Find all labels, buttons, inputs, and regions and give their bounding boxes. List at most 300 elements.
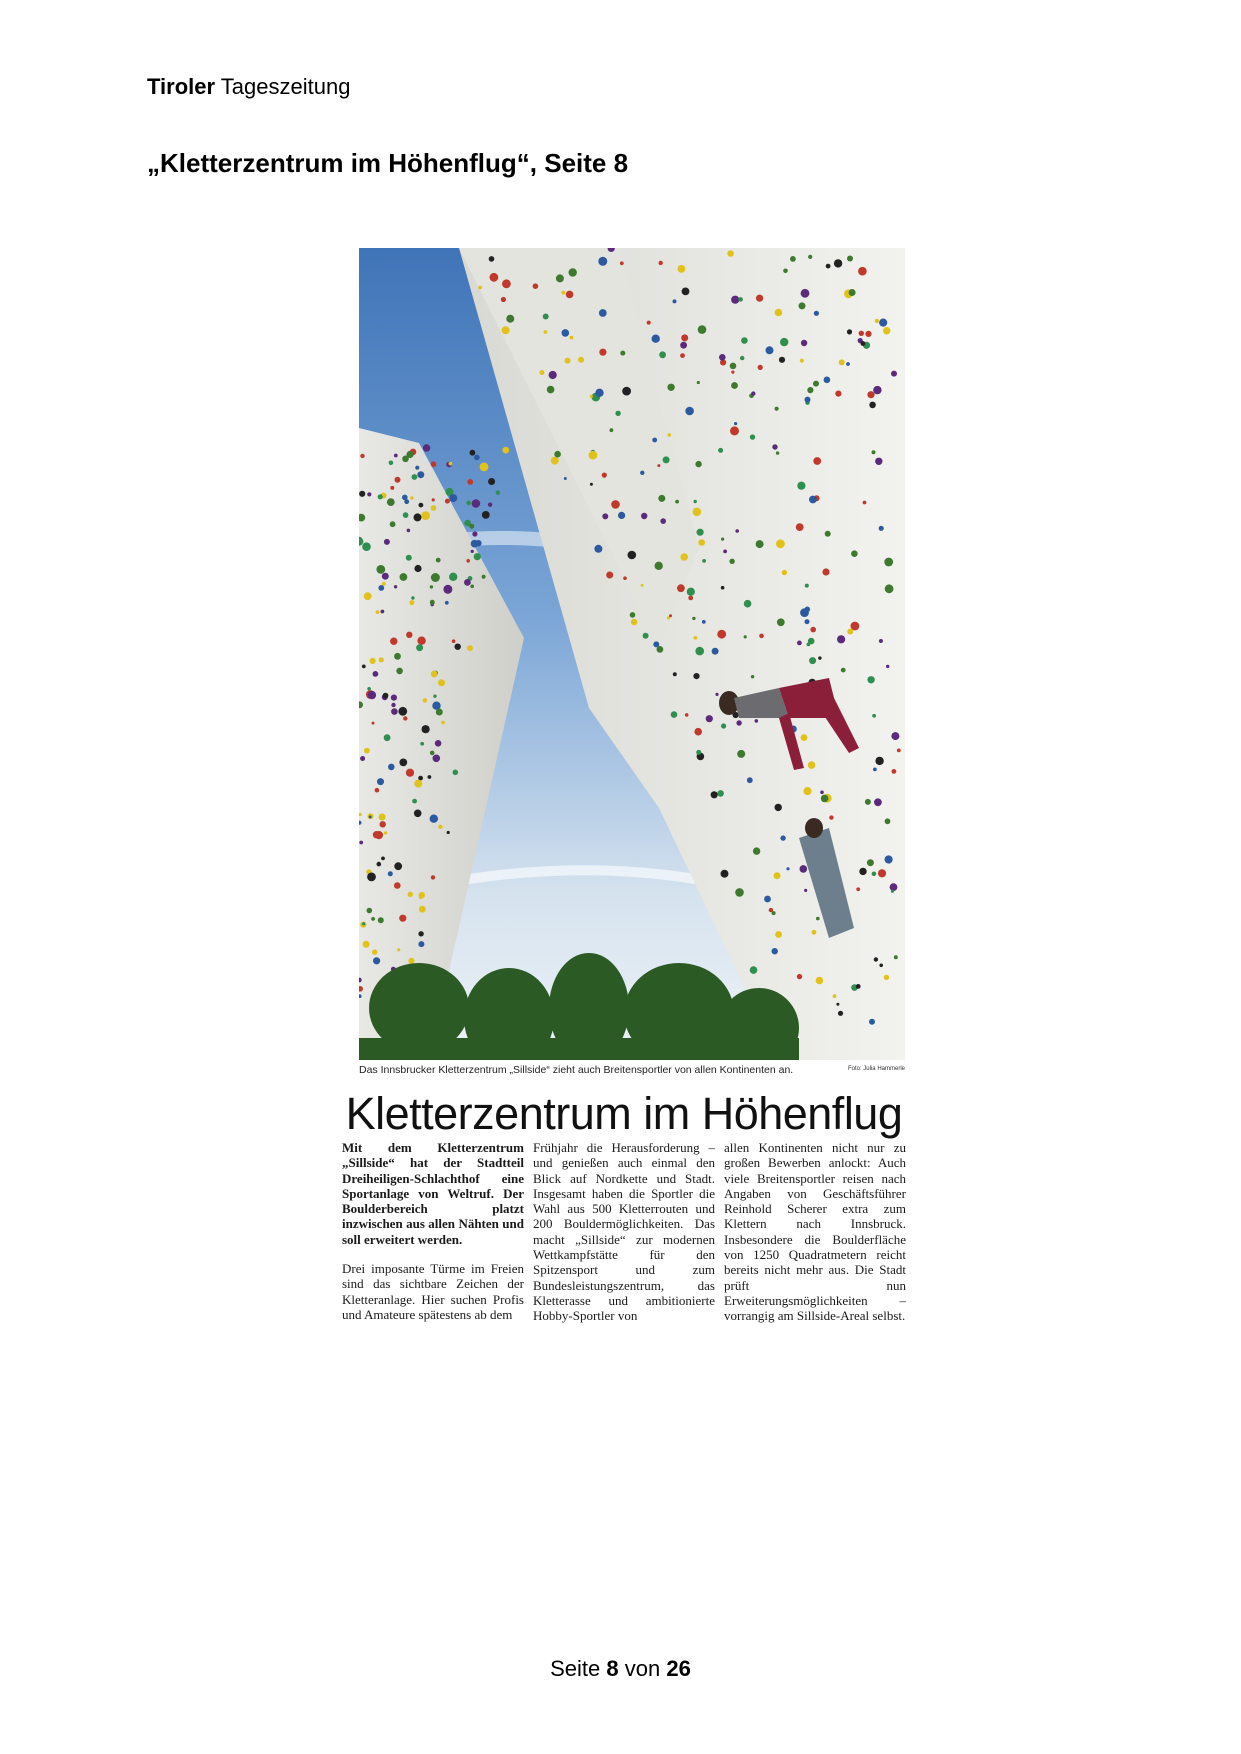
- climbing-hold: [369, 815, 372, 818]
- climbing-hold: [433, 755, 441, 763]
- climbing-hold: [721, 723, 726, 728]
- publication-name-bold: Tiroler: [147, 74, 216, 99]
- climbing-hold: [865, 331, 871, 337]
- climbing-hold: [747, 777, 753, 783]
- climbing-hold: [370, 658, 376, 664]
- climbing-hold: [884, 558, 893, 567]
- climbing-hold: [378, 585, 384, 591]
- climbing-hold: [599, 349, 606, 356]
- climbing-hold: [731, 371, 734, 374]
- climbing-hold: [695, 461, 701, 467]
- climbing-hold: [756, 540, 764, 548]
- climbing-hold: [777, 618, 785, 626]
- climbing-hold: [737, 750, 745, 758]
- climbing-hold: [758, 365, 763, 370]
- climbing-hold: [796, 523, 804, 531]
- climbing-hold: [533, 283, 539, 289]
- climbing-hold: [775, 804, 782, 811]
- climbing-hold: [445, 499, 450, 504]
- climbing-hold: [834, 259, 842, 267]
- climbing-hold: [438, 679, 445, 686]
- climbing-hold: [378, 494, 383, 499]
- photo-caption: [359, 1064, 905, 1080]
- climbing-hold: [800, 865, 808, 873]
- climbing-hold: [813, 381, 819, 387]
- climbing-hold: [841, 668, 846, 673]
- climbing-hold: [482, 511, 490, 519]
- climbing-hold: [403, 716, 407, 720]
- climbing-hold: [799, 302, 806, 309]
- climbing-hold: [847, 629, 853, 635]
- climbing-hold: [836, 1003, 839, 1006]
- climbing-hold: [470, 585, 474, 589]
- climbing-hold: [551, 457, 559, 465]
- climbing-hold: [362, 665, 366, 669]
- climbing-hold: [668, 433, 672, 437]
- climbing-hold: [395, 477, 401, 483]
- document-title: „Kletterzentrum im Höhenflug“, Seite 8: [147, 148, 629, 178]
- climbing-hold: [570, 336, 574, 340]
- climbing-hold: [740, 356, 744, 360]
- climbing-hold: [631, 619, 637, 625]
- climbing-hold: [751, 391, 755, 395]
- climbing-hold: [432, 498, 435, 501]
- climbing-hold: [721, 870, 729, 878]
- climbing-hold: [698, 325, 707, 334]
- climbing-hold: [744, 600, 752, 608]
- article-paragraph: allen Kontinenten nicht nur zu großen Bewerben anlockt: Auch viele Breitensportler reisen nach Angaben von Geschäftsführer Reinhold Scherer extra zum Klettern nach Innsbruck. Insbesondere die Boulderfläche von 1250 Quadratmetern reicht bereits nicht mehr aus. Die Stadt prüft nun Erweiterungsmöglichkeiten – vorrangig am Sillside-Areal selbst.: [724, 1140, 906, 1324]
- climbing-hold: [826, 264, 831, 269]
- climbing-hold: [885, 818, 891, 824]
- climbing-hold: [875, 319, 879, 323]
- climbing-hold: [804, 889, 807, 892]
- climbing-hold: [501, 297, 506, 302]
- climbing-hold: [438, 825, 442, 829]
- climbing-hold: [731, 296, 739, 304]
- climbing-hold: [772, 948, 778, 954]
- climbing-hold: [687, 588, 695, 596]
- climbing-hold: [641, 513, 647, 519]
- climbing-hold: [360, 454, 364, 458]
- climbing-hold: [734, 422, 737, 425]
- climbing-hold: [879, 639, 883, 643]
- climbing-hold: [381, 610, 385, 614]
- climbing-hold: [394, 862, 402, 870]
- climbing-hold: [697, 381, 700, 384]
- climbing-hold: [502, 447, 509, 454]
- climbing-hold: [452, 639, 456, 643]
- climbing-hold: [892, 769, 897, 774]
- climbing-hold: [783, 269, 788, 274]
- climbing-hold: [436, 709, 443, 716]
- climbing-hold: [455, 644, 461, 650]
- climbing-hold: [775, 309, 783, 317]
- climbing-hold: [872, 450, 876, 454]
- climbing-hold: [825, 531, 831, 537]
- climbing-hold: [659, 351, 666, 358]
- climbing-hold: [867, 676, 874, 683]
- climbing-hold: [782, 570, 787, 575]
- climbing-hold: [890, 883, 898, 891]
- climbing-hold: [797, 482, 805, 490]
- article-column-1: [342, 1140, 524, 1322]
- climbing-hold: [652, 438, 657, 443]
- climbing-hold: [388, 764, 395, 771]
- climbing-hold: [443, 585, 452, 594]
- climbing-hold: [673, 672, 677, 676]
- climbing-hold: [878, 869, 886, 877]
- climbing-hold: [420, 742, 424, 746]
- climbing-hold: [856, 887, 860, 891]
- climbing-hold: [776, 451, 779, 454]
- climbing-hold: [377, 778, 384, 785]
- climbing-hold: [797, 974, 802, 979]
- climbing-hold: [379, 657, 384, 662]
- climbing-hold: [417, 637, 425, 645]
- climbing-hold: [565, 358, 571, 364]
- climbing-hold: [658, 495, 665, 502]
- climbing-hold: [790, 256, 796, 262]
- climbing-hold: [851, 550, 858, 557]
- climbing-hold: [883, 327, 890, 334]
- climbing-hold: [775, 931, 782, 938]
- climbing-hold: [751, 675, 754, 678]
- climbing-hold: [858, 267, 867, 276]
- climbing-hold: [863, 501, 867, 505]
- climbing-hold: [590, 395, 593, 398]
- climbing-hold: [694, 500, 697, 503]
- climbing-hold: [467, 479, 473, 485]
- climbing-hold: [759, 634, 764, 639]
- climbing-hold: [384, 734, 391, 741]
- climbing-hold: [544, 330, 548, 334]
- climbing-hold: [387, 498, 395, 506]
- climbing-hold: [818, 656, 821, 659]
- climbing-hold: [414, 565, 421, 572]
- climbing-hold: [430, 815, 438, 823]
- page-current: 8: [606, 1656, 619, 1681]
- climbing-hold: [488, 503, 492, 507]
- climbing-hold: [702, 559, 706, 563]
- climbing-hold: [772, 444, 777, 449]
- climbing-hold: [681, 334, 688, 341]
- climbing-hold: [394, 882, 401, 889]
- climbing-hold: [606, 572, 613, 579]
- climbing-hold: [445, 601, 449, 605]
- climbing-hold: [663, 456, 670, 463]
- climbing-hold: [879, 319, 887, 327]
- climbing-hold: [875, 458, 882, 465]
- climbing-hold: [735, 888, 744, 897]
- climbing-hold: [643, 633, 649, 639]
- climbing-hold: [780, 338, 788, 346]
- climbing-hold: [414, 810, 422, 818]
- climbing-wall-photo: [359, 248, 905, 1060]
- climbing-hold: [719, 354, 726, 361]
- climbing-hold: [482, 575, 486, 579]
- climbing-hold: [657, 464, 660, 467]
- article-lead: Mit dem Kletterzentrum „Sillside“ hat der Stadtteil Dreiheiligen-Schlachthof eine Sportanlage von Weltruf. Der Boulderbereich platzt inzwischen aus allen Nähten und soll erweitert werden.: [342, 1140, 524, 1247]
- climbing-hold: [891, 890, 894, 893]
- climbing-hold: [730, 363, 737, 370]
- climbing-hold: [418, 941, 424, 947]
- climbing-hold: [807, 387, 813, 393]
- climbing-hold: [869, 402, 876, 409]
- climbing-hold: [885, 855, 893, 863]
- climbing-hold: [404, 499, 409, 504]
- article-column-2: [533, 1140, 715, 1324]
- climbing-hold: [471, 540, 479, 548]
- climbing-hold: [469, 524, 474, 529]
- climbing-hold: [406, 632, 412, 638]
- climbing-hold: [449, 494, 457, 502]
- climbing-hold: [711, 791, 718, 798]
- article-headline: Kletterzentrum im Höhenflug: [345, 1088, 903, 1139]
- climbing-hold: [410, 496, 413, 499]
- climbing-hold: [578, 357, 584, 363]
- climbing-hold: [433, 695, 436, 698]
- climbing-hold: [869, 1019, 875, 1025]
- climbing-hold: [859, 868, 866, 875]
- climbing-hold: [431, 461, 437, 467]
- climbing-hold: [431, 573, 440, 582]
- climbing-hold: [390, 486, 394, 490]
- climbing-hold: [394, 653, 401, 660]
- climbing-hold: [364, 748, 370, 754]
- climbing-hold: [506, 315, 514, 323]
- climbing-hold: [769, 908, 773, 912]
- climbing-hold: [430, 585, 433, 588]
- climbing-hold: [776, 539, 785, 548]
- climbing-hold: [694, 728, 702, 736]
- climbing-hold: [861, 341, 866, 346]
- climbing-hold: [808, 761, 816, 769]
- climbing-hold: [417, 471, 424, 478]
- climbing-hold: [755, 719, 759, 723]
- climbing-hold: [435, 740, 442, 747]
- climbing-hold: [659, 261, 663, 265]
- climbing-hold: [416, 644, 423, 651]
- climbing-hold: [407, 529, 411, 533]
- climbing-hold: [744, 635, 747, 638]
- climbing-hold: [421, 511, 430, 520]
- climbing-hold: [816, 977, 824, 985]
- climbing-hold: [562, 329, 570, 337]
- climbing-hold: [382, 582, 386, 586]
- climbing-hold: [891, 371, 897, 377]
- climbing-hold: [474, 553, 481, 560]
- climbing-hold: [723, 550, 727, 554]
- climbing-hold: [400, 573, 408, 581]
- climbing-hold: [590, 483, 593, 486]
- climbing-hold: [367, 492, 371, 496]
- climbing-hold: [715, 693, 718, 696]
- climbing-hold: [873, 386, 881, 394]
- climbing-hold: [801, 289, 810, 298]
- climbing-hold: [694, 636, 698, 640]
- climbing-hold: [398, 707, 407, 716]
- climbing-hold: [384, 539, 390, 545]
- climbing-hold: [801, 340, 807, 346]
- climbing-hold: [622, 387, 631, 396]
- climbing-hold: [775, 407, 779, 411]
- climbing-hold: [360, 756, 365, 761]
- climbing-hold: [394, 454, 398, 458]
- climbing-hold: [766, 346, 774, 354]
- climbing-hold: [564, 477, 567, 480]
- climbing-hold: [641, 584, 644, 587]
- climbing-hold: [630, 612, 636, 618]
- climbing-hold: [805, 397, 811, 403]
- climbing-hold: [418, 931, 423, 936]
- climbing-hold: [373, 831, 380, 838]
- climbing-hold: [680, 342, 687, 349]
- climbing-hold: [697, 529, 704, 536]
- climbing-hold: [431, 875, 435, 879]
- climbing-hold: [653, 641, 659, 647]
- climbing-hold: [805, 607, 811, 613]
- climbing-hold: [478, 286, 482, 290]
- climbing-hold: [735, 529, 739, 533]
- climbing-hold: [685, 713, 689, 717]
- climbing-hold: [474, 455, 480, 461]
- climbing-hold: [406, 555, 412, 561]
- climbing-hold: [721, 586, 725, 590]
- climbing-hold: [489, 256, 495, 262]
- climbing-hold: [430, 600, 435, 605]
- climbing-hold: [750, 966, 758, 974]
- climbing-hold: [436, 558, 441, 563]
- climbing-hold: [647, 321, 651, 325]
- climbing-hold: [885, 584, 894, 593]
- climbing-hold: [867, 391, 874, 398]
- climbing-hold: [764, 896, 771, 903]
- climbing-hold: [829, 815, 833, 819]
- climbing-hold: [396, 668, 403, 675]
- climbing-hold: [894, 955, 898, 959]
- climbing-hold: [367, 873, 376, 882]
- climbing-hold: [383, 693, 389, 699]
- climbing-hold: [671, 711, 678, 718]
- climbing-hold: [447, 831, 450, 834]
- climbing-hold: [466, 501, 471, 506]
- climbing-hold: [891, 732, 899, 740]
- page-total: 26: [666, 1656, 691, 1681]
- climbing-hold: [813, 457, 821, 465]
- climbing-hold: [367, 908, 373, 914]
- climbing-hold: [391, 708, 398, 715]
- climbing-hold: [399, 915, 406, 922]
- climbing-hold: [706, 715, 713, 722]
- climbing-hold: [384, 831, 387, 834]
- climbing-hold: [472, 499, 481, 508]
- climbing-hold: [364, 592, 372, 600]
- page-word: Seite: [550, 1656, 601, 1681]
- climbing-hold: [669, 614, 672, 617]
- climbing-hold: [872, 714, 876, 718]
- climbing-hold: [441, 721, 445, 725]
- climbing-hold: [618, 512, 625, 519]
- climbing-hold: [693, 673, 699, 679]
- climbing-hold: [419, 503, 424, 508]
- climbing-hold: [838, 1011, 843, 1016]
- climbing-hold: [378, 917, 384, 923]
- climbing-hold: [867, 859, 874, 866]
- climbing-hold: [741, 337, 748, 344]
- climbing-hold: [688, 596, 693, 601]
- climbing-hold: [430, 751, 435, 756]
- climbing-hold: [750, 434, 755, 439]
- climbing-hold: [376, 610, 380, 614]
- climbing-hold: [470, 450, 476, 456]
- climbing-hold: [753, 847, 760, 854]
- climbing-hold: [810, 627, 816, 633]
- climbing-hold: [389, 461, 394, 466]
- climbing-hold: [884, 975, 889, 980]
- climbing-hold: [693, 508, 702, 517]
- climbing-hold: [835, 391, 841, 397]
- climbing-hold: [620, 351, 625, 356]
- climbing-hold: [362, 542, 371, 551]
- climbing-hold: [833, 994, 837, 998]
- article-paragraph: Frühjahr die Herausforderung – und genießen auch einmal den Blick auf Nordkette und Stadt. Insgesamt haben die Sportler die Wahl aus 500 Kletterrouten und 200 Bouldermöglichkeiten. Das macht „Sillside“ zur modernen Wettkampfstätte für den Spitzensport und zum Bundesleistungszentrum, das Kletterasse und ambitionierte Hobby-Sportler von: [533, 1140, 715, 1324]
- climbing-hold: [847, 256, 853, 262]
- climbing-hold: [873, 768, 877, 772]
- climbing-hold: [556, 274, 564, 282]
- climbing-hold: [367, 687, 371, 691]
- climbing-hold: [717, 630, 726, 639]
- climbing-hold: [403, 512, 409, 518]
- climbing-hold: [390, 638, 397, 645]
- climbing-hold: [391, 695, 397, 701]
- climbing-hold: [380, 821, 386, 827]
- climbing-hold: [406, 769, 414, 777]
- climbing-hold: [820, 791, 824, 795]
- climbing-hold: [682, 288, 690, 296]
- climbing-hold: [756, 295, 763, 302]
- climbing-hold: [359, 491, 365, 497]
- climbing-hold: [803, 787, 811, 795]
- climbing-hold: [377, 862, 382, 867]
- climbing-hold: [797, 641, 802, 646]
- climbing-hold: [419, 906, 426, 913]
- climbing-hold: [721, 538, 724, 541]
- climbing-hold: [849, 289, 856, 296]
- climbing-hold: [412, 474, 418, 480]
- climbing-hold: [371, 917, 375, 921]
- climbing-hold: [623, 576, 627, 580]
- climbing-hold: [566, 291, 574, 299]
- climbing-hold: [692, 617, 695, 620]
- climbing-hold: [730, 426, 739, 435]
- climbing-hold: [801, 734, 808, 741]
- climbing-hold: [488, 478, 495, 485]
- climbing-hold: [702, 620, 706, 624]
- climbing-hold: [539, 370, 544, 375]
- climbing-hold: [372, 949, 377, 954]
- climbing-hold: [480, 463, 489, 472]
- climbing-hold: [814, 311, 819, 316]
- climbing-hold: [376, 565, 385, 574]
- climbing-hold: [729, 559, 734, 564]
- climbing-hold: [780, 835, 785, 840]
- climbing-hold: [414, 780, 422, 788]
- climbing-hold: [547, 386, 555, 394]
- climbing-hold: [738, 297, 743, 302]
- climbing-hold: [602, 513, 608, 519]
- climbing-hold: [731, 382, 738, 389]
- climbing-hold: [808, 638, 815, 645]
